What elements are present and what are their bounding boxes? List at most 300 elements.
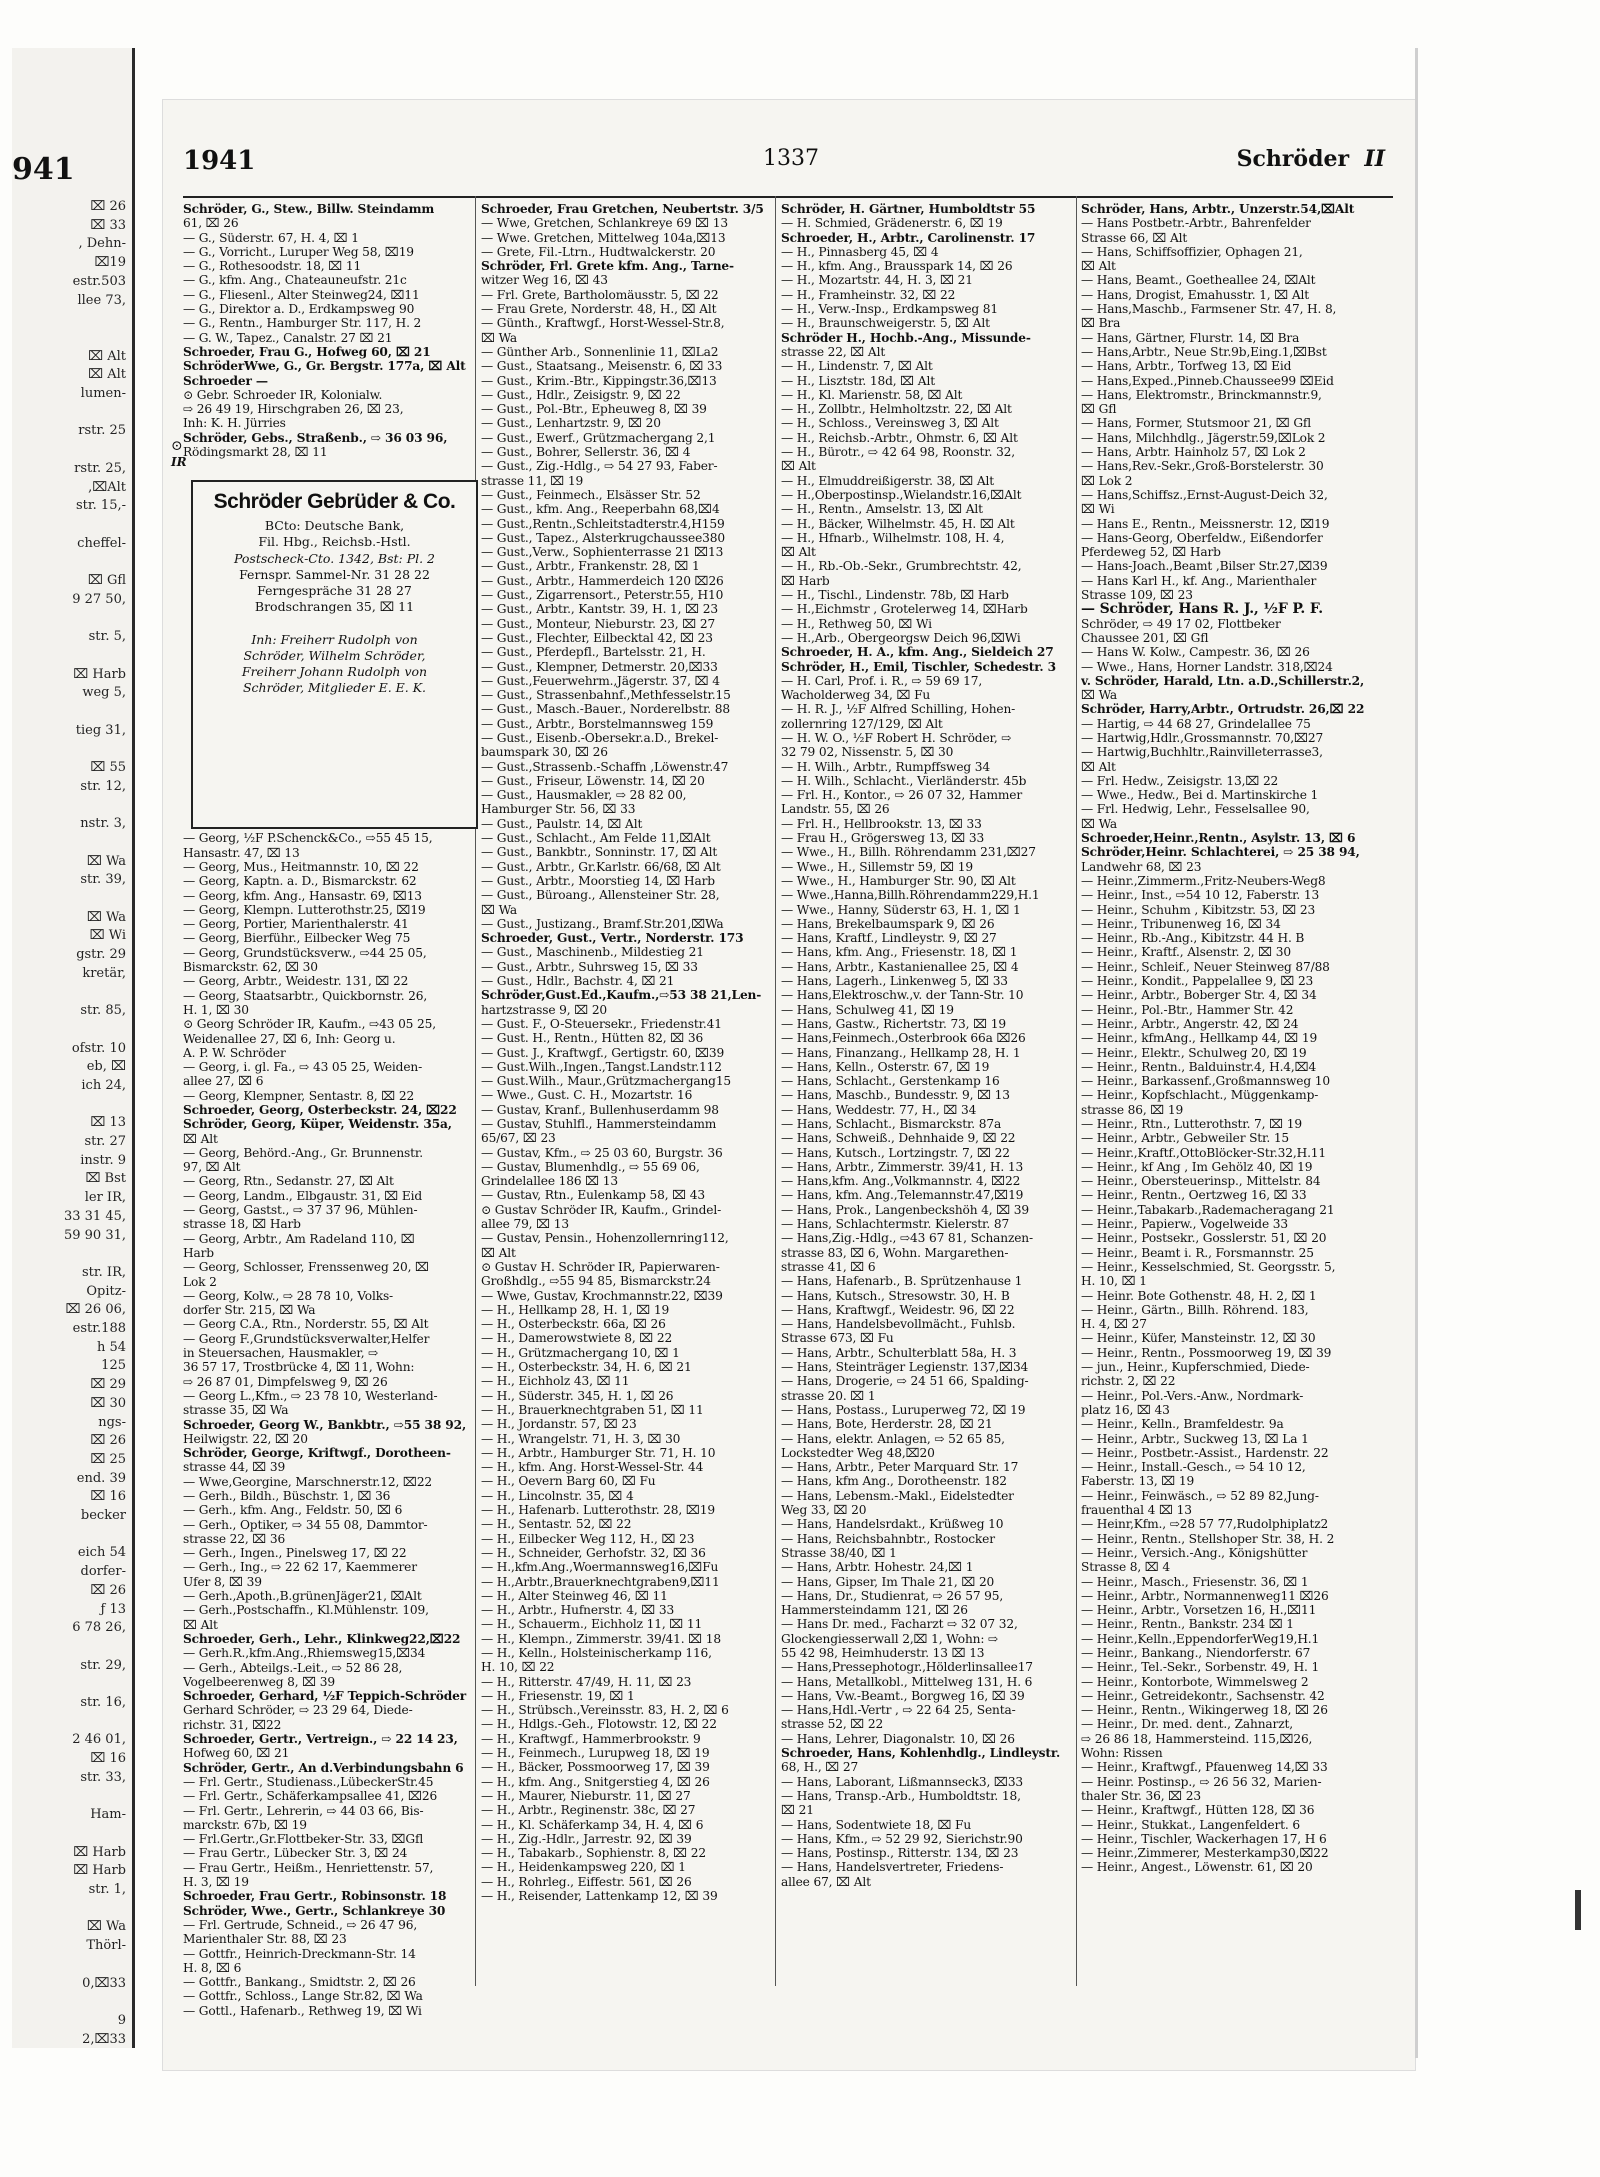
directory-entry-line: — Heinr., Arbtr., Normannenweg11 ⌧26	[1081, 1588, 1329, 1603]
directory-entry-line: — Heinr., Masch., Friesenstr. 36, ⌧ 1	[1081, 1574, 1309, 1589]
directory-entry-line: — jun., Heinr., Kupferschmied, Diede-	[1081, 1360, 1310, 1375]
directory-entry-line: — Hans, Sodentwiete 18, ⌧ Fu	[781, 1817, 972, 1832]
directory-entry-line: dorfer Str. 215, ⌧ Wa	[183, 1303, 316, 1318]
directory-entry-line: strasse 52, ⌧ 22	[781, 1717, 884, 1732]
directory-entry-line: — Hans W. Kolw., Campestr. 36, ⌧ 26	[1081, 645, 1310, 660]
directory-entry-line: — H. W. O., ½F Robert H. Schröder, ⇨	[781, 730, 1012, 745]
directory-entry-line: Schroeder, Hans, Kohlenhdlg., Lindleystr.	[781, 1746, 1061, 1761]
advertisement-line: Fernspr. Sammel-Nr. 31 28 22	[239, 566, 430, 582]
directory-page	[163, 100, 1415, 2070]
directory-entry-line: — Hans,Zig.-Hdlg., ⇨43 67 81, Schanzen-	[781, 1231, 1033, 1246]
directory-entry-line: Landstr. 55, ⌧ 26	[781, 802, 890, 817]
advertisement-line: Schröder, Wilhelm Schröder,	[243, 647, 426, 663]
directory-entry-line: Schröder, G., Stew., Billw. Steindamm	[183, 202, 435, 216]
page-header	[183, 144, 1395, 184]
directory-entry-line: strasse 83, ⌧ 6, Wohn. Margarethen-	[781, 1245, 1009, 1260]
directory-entry-line: — Georg L.,Kfm., ⇨ 23 78 10, Westerland-	[183, 1388, 438, 1403]
directory-entry-line: — Heinr., Arbtr., Boberger Str. 4, ⌧ 34	[1081, 988, 1317, 1003]
directory-entry-line: — H., Feinmech., Lurupweg 18, ⌧ 19	[481, 1746, 710, 1761]
directory-entry-line: richstr. 31, ⌧22	[183, 1717, 282, 1732]
directory-entry-line: 61, ⌧ 26	[183, 216, 239, 231]
column-3	[781, 202, 1069, 1889]
directory-entry-line: ⌧ Harb	[781, 573, 830, 588]
directory-entry-line: Schroeder,Heinr.,Rentn., Asylstr. 13, ⌧ 6	[1081, 831, 1356, 846]
directory-entry-line: — Hans, Postinsp., Ritterstr. 134, ⌧ 23	[781, 1846, 1019, 1861]
directory-entry-line: — Heinr., Barkassenf.,Großmannsweg 10	[1081, 1074, 1330, 1089]
previous-page-line: 0,⌧33	[82, 1975, 126, 1991]
directory-entry-line: — Hartwig,Hdlr.,Grossmannstr. 70,⌧27	[1081, 730, 1324, 745]
directory-entry-line: — H., Ritterstr. 47/49, H. 11, ⌧ 23	[481, 1674, 692, 1689]
circle-mark-icon: ⊙	[171, 438, 183, 454]
directory-entry-line: — H., Zig.-Hdlr., Jarrestr. 92, ⌧ 39	[481, 1831, 692, 1846]
directory-entry-line: ⇨ 26 87 01, Dimpfelsweg 9, ⌧ 26	[183, 1374, 388, 1389]
directory-entry-line: — H., Jordanstr. 57, ⌧ 23	[481, 1417, 637, 1432]
directory-entry-line: — Gust., Arbtr., Kantstr. 39, H. 1, ⌧ 23	[481, 602, 718, 617]
directory-entry-line: Strasse 673, ⌧ Fu	[781, 1331, 894, 1346]
directory-entry-line: — Hartig, ⇨ 44 68 27, Grindelallee 75	[1081, 716, 1311, 731]
directory-entry-line: — H., Eilbecker Weg 112, H., ⌧ 23	[481, 1531, 695, 1546]
directory-entry-line: — Frl. Gertr., Schäferkampsallee 41, ⌧26	[183, 1789, 438, 1804]
previous-page-line: str. 12,	[80, 778, 126, 794]
directory-entry-line: allee 27, ⌧ 6	[183, 1074, 264, 1089]
advertisement-side-symbols	[171, 438, 187, 470]
directory-entry-line: — Hans,Maschb., Farmsener Str. 47, H. 8,	[1081, 302, 1337, 317]
directory-entry-line: hartzstrasse 9, ⌧ 20	[481, 1002, 608, 1017]
directory-entry-line: — Wwe., H., Billh. Röhrendamm 231,⌧27	[781, 845, 1036, 860]
directory-entry-line: — Heinr., Getreidekontr., Sachsenstr. 42	[1081, 1688, 1325, 1703]
previous-page-line: ofstr. 10	[71, 1040, 126, 1056]
previous-page-line: cheffel-	[77, 535, 126, 551]
running-title-name: Schröder	[1236, 146, 1350, 172]
previous-page-line: ⌧ 26	[90, 1433, 126, 1449]
directory-entry-line: Schroeder, Frau Gertr., Robinsonstr. 18	[183, 1889, 447, 1904]
directory-entry-line: — H., Hafenarb. Lutterothstr. 28, ⌧19	[481, 1503, 715, 1518]
directory-entry-line: Harb	[183, 1245, 214, 1260]
directory-entry-line: — Heinr., Küfer, Mansteinstr. 12, ⌧ 30	[1081, 1331, 1316, 1346]
directory-entry-line: — Hans,Arbtr., Neue Str.9b,Eing.1,⌧Bst	[1081, 344, 1327, 359]
previous-page-line: ⌧ Wa	[86, 909, 126, 925]
previous-page-line: ƒ 13	[100, 1601, 126, 1617]
directory-entry-line: — Hans, Vw.-Beamt., Borgweg 16, ⌧ 39	[781, 1688, 1025, 1703]
directory-entry-line: — Hans,Hdl.-Vertr , ⇨ 22 64 25, Senta-	[781, 1703, 1016, 1718]
directory-entry-line: — H., Lisztstr. 18d, ⌧ Alt	[781, 373, 935, 388]
directory-entry-line: — Gust., Monteur, Nieburstr. 23, ⌧ 27	[481, 616, 716, 631]
directory-entry-line: — Heinr., Rentn., Balduinstr.4, H.4,⌧4	[1081, 1059, 1317, 1074]
directory-entry-line: — Hans, Schiffsoffizier, Ophagen 21,	[1081, 244, 1303, 259]
directory-entry-line: — Hans, Gärtner, Flurstr. 14, ⌧ Bra	[1081, 330, 1300, 345]
directory-entry-line: — Frl. Gertrude, Schneid., ⇨ 26 47 96,	[183, 1917, 418, 1932]
directory-entry-line: 36 57 17, Trostbrücke 4, ⌧ 11, Wohn:	[183, 1360, 415, 1375]
running-title	[1237, 146, 1385, 172]
previous-page-line: llee 73,	[77, 292, 126, 308]
previous-page-line: estr.503	[72, 273, 126, 289]
directory-entry-line: — Gust., Eisenb.-Obersekr.a.D., Brekel-	[481, 730, 719, 745]
directory-entry-line: — Hans, Elektromstr., Brinckmannstr.9,	[1081, 387, 1322, 402]
directory-entry-line: — Gottfr., Bankang., Smidtstr. 2, ⌧ 26	[183, 1975, 416, 1990]
directory-entry-line: — Hans, Schlacht., Bismarckstr. 87a	[781, 1117, 1002, 1131]
directory-entry-line: ⊙ Gustav Schröder IR, Kaufm., Grindel-	[481, 1202, 722, 1217]
directory-entry-line: ⌧ Gfl	[1081, 402, 1117, 417]
directory-entry-line: witzer Weg 16, ⌧ 43	[481, 273, 608, 288]
directory-entry-line: — Frl.Gertr.,Gr.Flottbeker-Str. 33, ⌧Gfl	[183, 1832, 424, 1847]
directory-entry-line: — Hans, Schulweg 41, ⌧ 19	[781, 1002, 954, 1017]
directory-entry-line: Weidenallee 27, ⌧ 6, Inh: Georg u.	[183, 1031, 396, 1046]
directory-entry-line: — Georg, Grundstücksverw., ⇨44 25 05,	[183, 945, 427, 960]
directory-entry-line: Schröder, Wwe., Gertr., Schlankreye 30	[183, 1903, 446, 1918]
directory-entry-line: — Gust., Hausmakler, ⇨ 28 82 00,	[481, 788, 687, 803]
column-divider	[475, 196, 476, 1986]
directory-entry-line: — H., Bäcker, Possmoorweg 17, ⌧ 39	[481, 1760, 710, 1775]
directory-entry-line: — Hans-Georg, Oberfeldw., Eißendorfer	[1081, 530, 1323, 545]
directory-entry-line: — Heinr. Postinsp., ⇨ 26 56 32, Marien-	[1081, 1774, 1322, 1789]
directory-entry-line: — Gust., Arbtr., Borstelmannsweg 159	[481, 716, 714, 731]
directory-entry-line: — H. Schmied, Grädenerstr. 6, ⌧ 19	[781, 216, 1003, 231]
directory-entry-line: — Hans, Laborant, Lißmannseck3, ⌧33	[781, 1774, 1024, 1789]
directory-entry-line: ⇨ 26 86 18, Hammersteind. 115,⌧26,	[1081, 1731, 1313, 1746]
directory-entry-line: ⌧ Alt	[781, 459, 816, 474]
directory-entry-line: — Gust., Pferdepfl., Bartelsstr. 21, H.	[481, 645, 706, 660]
previous-page-line: 125	[101, 1358, 126, 1374]
previous-page-line: ⌧ 25	[90, 1451, 126, 1467]
directory-entry-line: — Hans,kfm. Ang.,Volkmannstr. 4, ⌧22	[781, 1174, 1021, 1189]
directory-entry-line: — Heinr., Versich.-Ang., Königshütter	[1081, 1545, 1308, 1560]
previous-page-line: ich 24,	[81, 1077, 126, 1093]
previous-page-line: ,⌧Alt	[88, 479, 126, 495]
directory-entry-line: — Gust., Arbtr., Moorstieg 14, ⌧ Harb	[481, 873, 715, 888]
directory-entry-line: — Frau Gertr., Heißm., Henriettenstr. 57,	[183, 1860, 434, 1875]
directory-entry-line: allee 79, ⌧ 13	[481, 1217, 569, 1232]
directory-entry-line: — Frl. H., Kontor., ⇨ 26 07 32, Hammer	[781, 788, 1023, 803]
directory-entry-line: — Heinr., Tel.-Sekr., Sorbenstr. 49, H. 1	[1081, 1660, 1320, 1675]
directory-entry-line: — Gust., Flechter, Eilbecktal 42, ⌧ 23	[481, 630, 713, 645]
directory-entry-line: — Gerh., Abteilgs.-Leit., ⇨ 52 86 28,	[183, 1660, 403, 1675]
directory-entry-line: — Hans, elektr. Anlagen, ⇨ 52 65 85,	[781, 1431, 1005, 1446]
previous-page-line: , Dehn-	[78, 236, 126, 252]
directory-entry-line: ⌧ 21	[781, 1803, 814, 1818]
directory-entry-line: — Gustav, Kfm., ⇨ 25 03 60, Burgstr. 36	[481, 1145, 723, 1160]
directory-entry-line: — H., Sentastr. 52, ⌧ 22	[481, 1517, 632, 1532]
directory-entry-line: 65/67, ⌧ 23	[481, 1131, 556, 1146]
directory-entry-line: — H., Grützmachergang 10, ⌧ 1	[481, 1345, 680, 1360]
directory-entry-line: — Gerh.R.,kfm.Ang.,Rhiemsweg15,⌧34	[183, 1646, 426, 1661]
directory-entry-line: — Georg, Staatsarbtr., Quickbornstr. 26,	[183, 988, 428, 1003]
advertisement-brand: Schröder Gebrüder & Co.	[213, 490, 456, 513]
directory-entry-line: — Heinr., Arbtr., Suckweg 13, ⌧ La 1	[1081, 1431, 1309, 1446]
directory-entry-line: — Heinr., Obersteuerinsp., Mittelstr. 84	[1081, 1174, 1321, 1189]
directory-entry-line: Vogelbeerenweg 8, ⌧ 39	[183, 1674, 335, 1689]
directory-entry-line: — Georg, Portier, Marienthalerstr. 41	[183, 917, 409, 932]
directory-entry-line: — Hans, Beamt., Goetheallee 24, ⌧Alt	[1081, 273, 1316, 288]
directory-entry-line: H. 1, ⌧ 30	[183, 1002, 249, 1017]
directory-entry-line: — H., Klempn., Zimmerstr. 39/41. ⌧ 18	[481, 1631, 722, 1646]
previous-page-line: str. 5,	[88, 629, 126, 645]
directory-entry-line: — Gust., Friseur, Löwenstr. 14, ⌧ 20	[481, 773, 705, 788]
directory-entry-line: ⌧ Bra	[1081, 316, 1121, 331]
directory-entry-line: H. 10, ⌧ 22	[481, 1660, 555, 1675]
directory-entry-line: — Heinr., Kesselschmied, St. Georgsstr. 5,	[1081, 1259, 1336, 1274]
directory-entry-line: 97, ⌧ Alt	[183, 1160, 241, 1175]
directory-entry-line: — Hans, Weddestr. 77, H., ⌧ 34	[781, 1102, 977, 1117]
directory-entry-line: — Gustav, Rtn., Eulenkamp 58, ⌧ 43	[481, 1188, 705, 1203]
previous-page-line: str. 27	[84, 1134, 126, 1149]
directory-entry-line: — Georg, Rtn., Sedanstr. 27, ⌧ Alt	[183, 1174, 394, 1189]
previous-page-line: dorfer-	[80, 1564, 126, 1580]
directory-entry-line: — Wwe., Hedw., Bei d. Martinskirche 1	[1081, 788, 1319, 803]
directory-entry-line: — Gust., Tapez., Alsterkrugchaussee380	[481, 530, 725, 545]
directory-entry-line: — Hans, Lagerh., Linkenweg 5, ⌧ 33	[781, 974, 1008, 989]
page-edge-shadow	[1415, 48, 1418, 2058]
directory-entry-line: — H., Rethweg 50, ⌧ Wi	[781, 616, 932, 631]
directory-entry-line: — Heinr., Bankang., Niendorferstr. 67	[1081, 1645, 1311, 1660]
directory-entry-line: — Gust., Arbtr., Hammerdeich 120 ⌧26	[481, 573, 724, 588]
directory-entry-line: — Heinr., Kontorbote, Wimmelsweg 2	[1081, 1674, 1309, 1689]
directory-entry-line: — G., Vorricht., Luruper Weg 58, ⌧19	[183, 244, 414, 259]
directory-entry-line: 55 42 98, Heimhuderstr. 13 ⌧ 13	[781, 1645, 985, 1660]
directory-entry-line: strasse 22, ⌧ Alt	[781, 344, 886, 359]
previous-page-line: str. 39,	[80, 872, 126, 888]
directory-entry-line: — Gustav, Pensin., Hohenzollernring112,	[481, 1231, 729, 1246]
directory-entry-line: — H., Schauerm., Eichholz 11, ⌧ 11	[481, 1617, 703, 1632]
directory-entry-line: — H., Arbtr., Hufnerstr. 4, ⌧ 33	[481, 1603, 675, 1618]
directory-entry-line: — G., Fliesenl., Alter Steinweg24, ⌧11	[183, 287, 420, 302]
directory-entry-line: Schröder, Frl. Grete kfm. Ang., Tarne-	[481, 259, 734, 274]
directory-entry-line: — Hans, Hafenarb., B. Sprützenhause 1	[781, 1274, 1023, 1289]
previous-page-line: becker	[80, 1508, 126, 1523]
directory-entry-line: — Günther Arb., Sonnenlinie 11, ⌧La2	[481, 344, 719, 359]
previous-page-line: end. 39	[76, 1470, 126, 1486]
directory-entry-line: Inh: K. H. Jürries	[183, 416, 286, 431]
directory-entry-line: — Frl. Grete, Bartholomäusstr. 5, ⌧ 22	[481, 287, 719, 302]
directory-entry-line: — Hans, Arbtr. Hohestr. 24,⌧ 1	[781, 1560, 974, 1575]
directory-entry-line: — Heinr., Stukkat., Langenfeldert. 6	[1081, 1817, 1300, 1832]
directory-entry-line: 32 79 02, Nissenstr. 5, ⌧ 30	[781, 745, 954, 760]
directory-entry-line: — Wwe,Georgine, Marschnerstr.12, ⌧22	[183, 1474, 433, 1489]
previous-page-line: 2,⌧33	[82, 2031, 126, 2047]
directory-entry-line: — H. Wilh., Arbtr., Rumpffsweg 34	[781, 759, 990, 774]
previous-page-line: str. 85,	[80, 1003, 126, 1019]
directory-entry-line: ⌧ Wa	[1081, 688, 1118, 703]
directory-entry-line: — Günth., Kraftwgf., Horst-Wessel-Str.8,	[481, 316, 725, 331]
directory-entry-line: — Georg, kfm. Ang., Hansastr. 69, ⌧13	[183, 888, 422, 903]
directory-entry-line: — H., Arbtr., Hamburger Str. 71, H. 10	[481, 1445, 716, 1460]
column-1	[183, 202, 471, 2018]
directory-entry-line: — Hans, Finanzang., Hellkamp 28, H. 1	[781, 1045, 1021, 1060]
advertisement-line: Postscheck-Cto. 1342, Bst: Pl. 2	[233, 550, 436, 566]
previous-page-line: weg 5,	[82, 685, 126, 701]
directory-entry-line: Bismarckstr. 62, ⌧ 30	[183, 960, 318, 975]
directory-entry-line: — Gust., Feinmech., Elsässer Str. 52	[481, 487, 701, 502]
directory-entry-line: — Gust., Maschinenb., Mildestieg 21	[481, 945, 704, 960]
previous-page-line: ⌧ Bst	[85, 1171, 126, 1187]
directory-entry-line: Schroeder, Gertr., Vertreign., ⇨ 22 14 23,	[183, 1732, 458, 1747]
directory-entry-line: Strasse 66, ⌧ Alt	[1081, 230, 1188, 245]
directory-entry-line: — H.,Eichmstr , Grotelerweg 14, ⌧Harb	[781, 602, 1028, 617]
directory-entry-line: Marienthaler Str. 88, ⌧ 23	[183, 1932, 347, 1947]
edge-mark	[1575, 1890, 1581, 1930]
directory-entry-line: Wacholderweg 34, ⌧ Fu	[781, 688, 931, 703]
previous-page-line: Opitz-	[86, 1283, 126, 1299]
directory-entry-line: H. 8, ⌧ 6	[183, 1960, 242, 1975]
previous-page-number: 941	[12, 152, 75, 187]
directory-entry-line: — Wwe., Hans, Horner Landstr. 318,⌧24	[1081, 659, 1333, 674]
directory-entry-line: — Gerh., Bildh., Büschstr. 1, ⌧ 36	[183, 1489, 391, 1503]
directory-entry-line: — Gust., Zig.-Hdlg., ⇨ 54 27 93, Faber-	[481, 459, 718, 474]
directory-entry-line: — H., Mozartstr. 44, H. 3, ⌧ 21	[781, 273, 973, 288]
directory-entry-line: marckstr. 67b, ⌧ 19	[183, 1817, 307, 1832]
running-title-suffix: II	[1364, 146, 1385, 172]
directory-entry-line: Weg 33, ⌧ 20	[781, 1503, 867, 1518]
directory-entry-line: Hamburger Str. 56, ⌧ 33	[481, 802, 636, 817]
directory-entry-line: — Hans, Kfm., ⇨ 52 29 92, Sierichstr.90	[781, 1831, 1023, 1846]
directory-entry-line: — Georg, Behörd.-Ang., Gr. Brunnenstr.	[183, 1145, 423, 1160]
directory-entry-line: — Hans, Arbtr., Torfweg 13, ⌧ Eid	[1081, 359, 1292, 374]
directory-entry-line: — Hans, Arbtr., Zimmerstr. 39/41, H. 13	[781, 1159, 1024, 1174]
directory-entry-line: — Georg, Mus., Heitmannstr. 10, ⌧ 22	[183, 859, 419, 874]
directory-entry-line: — Wwe. Gretchen, Mittelweg 104a,⌧13	[481, 230, 726, 245]
directory-entry-line: — H., Friesenstr. 19, ⌧ 1	[481, 1688, 635, 1703]
directory-entry-line: — H.,Arb., Obergeorgsw Deich 96,⌧Wi	[781, 630, 1021, 645]
directory-entry-line: — Georg F.,Grundstücksverwalter,Helfer	[183, 1331, 430, 1346]
directory-entry-line: — H., Lincolnstr. 35, ⌧ 4	[481, 1488, 634, 1503]
directory-entry-line: — Heinr., Papierw., Vogelweide 33	[1081, 1217, 1288, 1232]
directory-entry-line: — H., Reisender, Lattenkamp 12, ⌧ 39	[481, 1889, 718, 1904]
directory-entry-line: — Hans, Schweiß., Dehnhaide 9, ⌧ 22	[781, 1131, 1016, 1146]
directory-entry-line: Grindelallee 186 ⌧ 13	[481, 1174, 618, 1189]
directory-entry-line: strasse 86, ⌧ 19	[1081, 1102, 1184, 1117]
directory-entry-line: — Schröder, Hans R. J., ½F P. F.	[1081, 601, 1323, 618]
previous-page-line: ⌧ Gfl	[87, 573, 126, 588]
previous-page-line: eich 54	[77, 1545, 126, 1561]
directory-entry-line: — H., Verw.-Insp., Erdkampsweg 81	[781, 302, 999, 317]
directory-entry-line: — Georg, Klempner, Sentastr. 8, ⌧ 22	[183, 1088, 415, 1103]
directory-entry-line: Hofweg 60, ⌧ 21	[183, 1746, 290, 1761]
directory-entry-line: strasse 22, ⌧ 36	[183, 1531, 286, 1546]
directory-entry-line: — Heinr., Postbetr.-Assist., Hardenstr. 22	[1081, 1445, 1329, 1460]
directory-entry-line: strasse 18, ⌧ Harb	[183, 1217, 301, 1232]
directory-entry-line: — H., Eichholz 43, ⌧ 11	[481, 1374, 630, 1389]
directory-entry-line: — H., Wrangelstr. 71, H. 3, ⌧ 30	[481, 1431, 681, 1446]
directory-entry-line: Faberstr. 13, ⌧ 19	[1081, 1474, 1195, 1489]
directory-entry-line: Chaussee 201, ⌧ Gfl	[1081, 630, 1209, 645]
directory-entry-line: Schroeder, Georg W., Bankbtr., ⇨55 38 92,	[183, 1417, 467, 1432]
directory-entry-line: — H., Maurer, Nieburstr. 11, ⌧ 27	[481, 1788, 691, 1803]
directory-entry-line: Schröder, Harry,Arbtr., Ortrudstr. 26,⌧ 22	[1081, 702, 1365, 717]
directory-entry-line: Schröder,Heinr. Schlachterei, ⇨ 25 38 94,	[1081, 845, 1360, 860]
directory-entry-line: Schroeder, Gerhard, ½F Teppich-Schröder	[183, 1689, 466, 1704]
directory-entry-line: strasse 41, ⌧ 6	[781, 1259, 876, 1274]
directory-entry-line: — Georg, Landm., Elbgaustr. 31, ⌧ Eid	[183, 1188, 423, 1203]
directory-entry-line: — Heinr., Rentn., Bankstr. 234 ⌧ 1	[1081, 1617, 1294, 1632]
previous-page-line: estr.188	[72, 1321, 126, 1336]
directory-entry-line: v. Schröder, Harald, Ltn. a.D.,Schillerstr.2,	[1081, 673, 1365, 688]
directory-entry-line: — Hans, Kraftf., Lindleystr. 9, ⌧ 27	[781, 931, 997, 946]
directory-entry-line: — Gust., Zigarrensort., Peterstr.55, H10	[481, 588, 724, 603]
previous-page-line: str. 29,	[80, 1657, 126, 1673]
directory-entry-line: — Gustav, Stuhlfl., Hammersteindamm	[481, 1117, 717, 1131]
directory-entry-line: — Heinr., Kraftf., Alsenstr. 2, ⌧ 30	[1081, 945, 1291, 960]
directory-entry-line: — Gust.,Rentn.,Schleitstadterstr.4,H159	[481, 516, 725, 531]
directory-entry-line: Schröder, George, Kriftwgf., Dorotheen-	[183, 1446, 451, 1461]
directory-entry-line: — Georg, Arbtr., Weidestr. 131, ⌧ 22	[183, 974, 409, 989]
page-number: 1337	[763, 146, 819, 171]
directory-entry-line: — Hans, Handelsbevollmächt., Fuhlsb.	[781, 1317, 1016, 1332]
directory-entry-line: ⌧ Alt	[1081, 759, 1116, 774]
directory-entry-line: — Frau Grete, Norderstr. 48, H., ⌧ Alt	[481, 302, 717, 317]
directory-entry-line: — Gustav, Blumenhdlg., ⇨ 55 69 06,	[481, 1159, 700, 1174]
directory-entry-line: — Heinr. Bote Gothenstr. 48, H. 2, ⌧ 1	[1081, 1288, 1317, 1303]
directory-entry-line: — Hans, Lehrer, Diagonalstr. 10, ⌧ 26	[781, 1731, 1015, 1746]
directory-entry-line: — H., Kraftwgf., Hammerbrookstr. 9	[481, 1731, 701, 1746]
advertisement-line: Fil. Hbg., Reichsb.-Hstl.	[258, 534, 411, 550]
previous-page-line: instr. 9	[80, 1152, 126, 1168]
directory-entry-line: — H., Zollbtr., Helmholtzstr. 22, ⌧ Alt	[781, 402, 1012, 417]
directory-entry-line: — Gerh., Optiker, ⇨ 34 55 08, Dammtor-	[183, 1517, 428, 1532]
directory-entry-line: — Gust., Arbtr., Gr.Karlstr. 66/68, ⌧ Alt	[481, 859, 721, 874]
directory-entry-line: Strasse 38/40, ⌧ 1	[781, 1545, 897, 1560]
directory-entry-line: — H., Hdlgs.-Geh., Flotowstr. 12, ⌧ 22	[481, 1717, 717, 1732]
directory-entry-line: Schröder, Hans, Arbtr., Unzerstr.54,⌧Alt	[1081, 202, 1355, 216]
directory-entry-line: — Hans, Lebensm.-Makl., Eidelstedter	[781, 1488, 1014, 1503]
directory-entry-line: — Gust., Bankbtr., Sonninstr. 17, ⌧ Alt	[481, 845, 718, 860]
directory-entry-line: — Hans, Schlachtermstr. Kielerstr. 87	[781, 1217, 1010, 1232]
directory-entry-line: Schröder, Gertr., An d.Verbindungsbahn 6	[183, 1760, 464, 1775]
directory-entry-line: — H., Kl. Marienstr. 58, ⌧ Alt	[781, 387, 963, 402]
directory-entry-line: — Gust., Pol.-Btr., Epheuweg 8, ⌧ 39	[481, 402, 707, 417]
directory-entry-line: ⌧ Alt	[781, 545, 816, 560]
directory-entry-line: — Frau Gertr., Lübecker Str. 3, ⌧ 24	[183, 1846, 408, 1861]
directory-entry-line: — Heinr., kfmAng., Hellkamp 44, ⌧ 19	[1081, 1031, 1318, 1046]
page-year: 1941	[183, 146, 256, 176]
directory-entry-line: — Heinr., Gärtn., Billh. Röhrend. 183,	[1081, 1302, 1309, 1317]
directory-entry-line: ⌧ Wa	[1081, 816, 1118, 831]
previous-page-line: str. 15,-	[75, 498, 126, 514]
previous-page-line: ⌧ Harb	[73, 1863, 126, 1879]
directory-entry-line: — Hans,Elektroschw.,v. der Tann-Str. 10	[781, 988, 1024, 1003]
previous-page-line: 9	[117, 2012, 126, 2028]
directory-entry-line: — H., Strübsch.,Vereinsstr. 83, H. 2, ⌧ 6	[481, 1703, 729, 1718]
directory-entry-line: — Heinr.,Zimmerer, Mesterkamp30,⌧22	[1081, 1846, 1329, 1861]
directory-entry-line: — Hans, Kelln., Osterstr. 67, ⌧ 19	[781, 1059, 990, 1074]
directory-entry-line: — Heinr., kf Ang , Im Gehölz 40, ⌧ 19	[1081, 1159, 1313, 1174]
directory-entry-line: strasse 44, ⌧ 39	[183, 1460, 286, 1475]
directory-entry-line: — Hans,Schiffsz.,Ernst-August-Deich 32,	[1081, 487, 1328, 502]
directory-entry-line: — G. W., Tapez., Canalstr. 27 ⌧ 21	[183, 330, 393, 345]
directory-entry-line: — Hans, Bote, Herderstr. 28, ⌧ 21	[781, 1417, 993, 1432]
previous-page-line: ler IR,	[84, 1190, 126, 1206]
directory-entry-line: Hansastr. 47, ⌧ 13	[183, 845, 300, 860]
directory-entry-line: — Heinr., Rtn., Lutterothstr. 7, ⌧ 19	[1081, 1117, 1302, 1131]
directory-entry-line: Pferdeweg 52, ⌧ Harb	[1081, 545, 1221, 560]
directory-entry-line: — Frl. Gertr., Studienass.,LübeckerStr.45	[183, 1774, 434, 1789]
directory-entry-line: — H., Schneider, Gerhofstr. 32, ⌧ 36	[481, 1545, 706, 1560]
directory-entry-line: Landwehr 68, ⌧ 23	[1081, 859, 1202, 874]
directory-entry-line: — H., Framheinstr. 32, ⌧ 22	[781, 287, 956, 302]
directory-entry-line: Schröder, Gebs., Straßenb., ⇨ 36 03 96,	[183, 430, 448, 445]
previous-page-line: ⌧ 26	[90, 199, 126, 214]
directory-entry-line: — Heinr., Tischler, Wackerhagen 17, H 6	[1081, 1831, 1327, 1846]
directory-entry-line: 68, H., ⌧ 27	[781, 1760, 859, 1775]
directory-entry-line: — Heinr., Postsekr., Gosslerstr. 51, ⌧ 20	[1081, 1231, 1327, 1246]
directory-entry-line: — H., Damerowstwiete 8, ⌧ 22	[481, 1331, 673, 1346]
directory-entry-line: — Gottfr., Schloss., Lange Str.82, ⌧ Wa	[183, 1989, 423, 2004]
directory-entry-line: — H., Rb.-Ob.-Sekr., Grumbrechtstr. 42,	[781, 559, 1022, 574]
directory-entry-line: — H., Bürotr., ⇨ 42 64 98, Roonstr. 32,	[781, 445, 1016, 460]
directory-entry-line: — Gottfr., Heinrich-Dreckmann-Str. 14	[183, 1946, 416, 1961]
directory-entry-line: — H. Carl, Prof. i. R., ⇨ 59 69 17,	[781, 673, 983, 688]
directory-entry-line: — Heinr., Arbtr., Gebweiler Str. 15	[1081, 1131, 1290, 1146]
advertisement-line: Brodschrangen 35, ⌧ 11	[254, 599, 415, 615]
previous-page-line: rstr. 25,	[74, 460, 126, 476]
